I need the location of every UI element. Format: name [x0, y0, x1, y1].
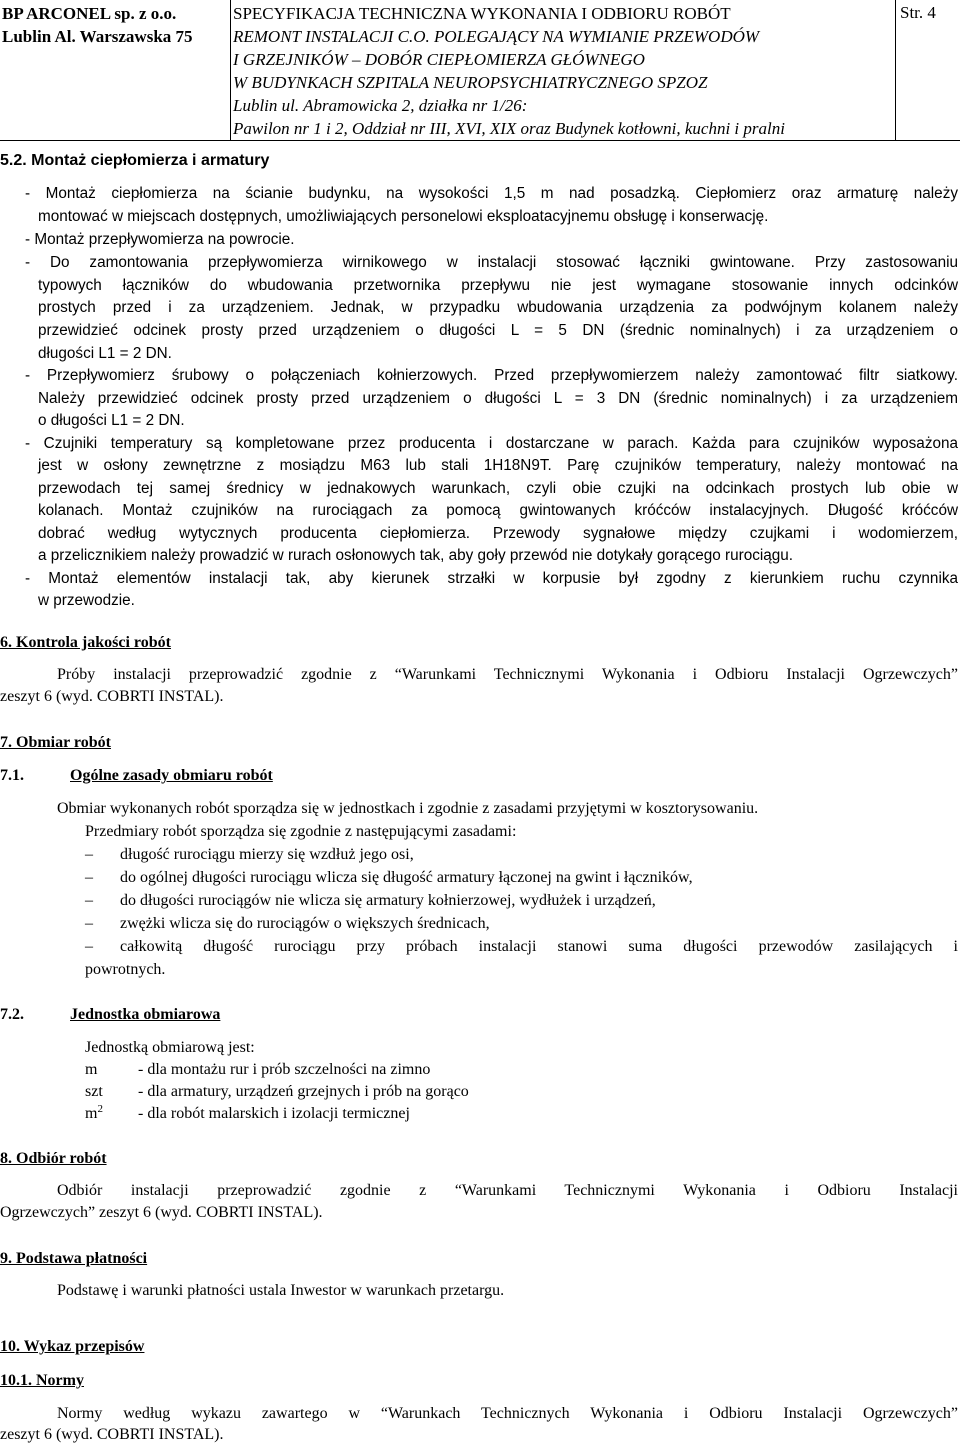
paragraph-line: Podstawę i warunki płatności ustala Inwestor w warunkach przetargu. — [57, 1282, 505, 1299]
paragraph-line: dobrać według wytycznych producenta ciepłomierza. Przewody sygnałowe między czujkami i wodomierzem, — [38, 525, 958, 542]
section-heading: 5.2. Montaż ciepłomierza i armatury — [0, 152, 270, 169]
paragraph-line: montować w miejscach dostępnych, umożliwiających personelowi eksploatacyjnemu obsługę i konserwację. — [38, 208, 769, 225]
dash-bullet-icon: – — [85, 938, 93, 955]
unit-row — [85, 1081, 685, 1103]
unit-description: - dla montażu rur i prób szczelności na zimno — [138, 1061, 431, 1078]
section-heading: 10. Wykaz przepisów — [0, 1338, 145, 1355]
subsection-title: Ogólne zasady obmiaru robót — [70, 767, 273, 784]
subsection-number: 7.2. — [0, 1006, 24, 1023]
document-header — [0, 0, 960, 141]
list-item — [85, 844, 958, 867]
company-address: Lublin Al. Warszawska 75 — [2, 27, 193, 46]
paragraph-line: - Czujniki temperatury są kompletowane przez producenta i dostarczane w parach. Każda para czujników wyposażona — [25, 435, 958, 452]
paragraph-line: Jednostką obmiarową jest: — [85, 1039, 255, 1056]
section-heading: 7. Obmiar robót — [0, 734, 111, 751]
paragraph-line: Próby instalacji przeprowadzić zgodnie z “Warunkami Technicznymi Wykonania i Odbioru Instalacji Ogrzewczych” — [57, 666, 958, 683]
spec-line: Lublin ul. Abramowicka 2, działka nr 1/26: — [233, 96, 528, 115]
unit-symbol: m — [85, 1061, 98, 1078]
dash-bullet-icon: – — [85, 869, 93, 886]
list-item-text: do ogólnej długości rurociągu wlicza się długość armatury łączonej na gwint i łączników, — [120, 869, 693, 886]
paragraph-line: prostych przed i za urządzeniem. Jednak, w przypadku wbudowania urządzenia za podwójnym kolanem należy — [38, 299, 958, 316]
spec-block — [233, 2, 893, 143]
header-bottom-rule — [0, 140, 960, 141]
paragraph-line: przewidzieć odcinek prosty przed urządzeniem o długości L = 5 DN (średnic nominalnych) i za urządzeniem o — [38, 322, 958, 339]
paragraph-line: Odbiór instalacji przeprowadzić zgodnie z “Warunkami Technicznymi Wykonania i Odbioru Instalacji — [57, 1182, 958, 1199]
unit-superscript: 2 — [97, 1103, 103, 1115]
subsection-title: Jednostka obmiarowa — [70, 1006, 221, 1023]
list-item-continuation: powrotnych. — [85, 961, 166, 978]
paragraph-line: - Do zamontowania przepływomierza wirnikowego w instalacji stosować łączniki gwintowane. Przy zastosowaniu — [25, 254, 958, 271]
section-heading: 6. Kontrola jakości robót — [0, 634, 171, 651]
dash-bullet-icon: – — [85, 846, 93, 863]
unit-row — [85, 1103, 685, 1125]
spec-title: SPECYFIKACJA TECHNICZNA WYKONANIA I ODBIORU ROBÓT — [233, 4, 731, 23]
paragraph-line: - Montaż elementów instalacji tak, aby kierunek strzałki w korpusie był zgodny z kierunkiem ruchu czynnika — [25, 570, 958, 587]
unit-symbol: szt — [85, 1083, 103, 1100]
paragraph-line: jest w osłony zewnętrzne z mosiądzu M63 lub stali 1H18N9T. Parę czujników temperatury, należy montować na — [38, 457, 958, 474]
list-item — [85, 890, 958, 913]
header-divider — [895, 0, 896, 141]
paragraph-line: Należy przewidzieć odcinek prosty przed urządzeniem o długości L = 3 DN (średnic nominalnych) i za urządzeniem — [38, 390, 958, 407]
paragraph-line: w przewodzie. — [38, 592, 135, 609]
company-name: BP ARCONEL sp. z o.o. — [2, 4, 177, 23]
list-item-text: zwężki wlicza się do rurociągów o większych średnicach, — [120, 915, 490, 932]
paragraph-line: typowych łączników do wbudowania przetwornika przepływu nie jest wymagane stosowanie innych odcinków — [38, 277, 958, 294]
paragraph-line: zeszyt 6 (wyd. COBRTI INSTAL). — [0, 688, 224, 705]
paragraph-line: a przelicznikiem należy prowadzić w rurach osłonowych tak, aby goły przewód nie dotykały gorącego rurociągu. — [38, 547, 794, 564]
spec-line: I GRZEJNIKÓW – DOBÓR CIEPŁOMIERZA GŁÓWNEGO — [233, 50, 645, 69]
list-item-text: całkowitą długość rurociągu przy próbach instalacji stanowi suma długości przewodów zasilających i — [120, 938, 958, 955]
list-item-text: do długości rurociągów nie wlicza się armatury kołnierzowej, wydłużek i urządzeń, — [120, 892, 656, 909]
header-divider — [230, 0, 231, 141]
unit-row — [85, 1059, 685, 1081]
paragraph-line: - Montaż ciepłomierza na ścianie budynku, na wysokości 1,5 m nad posadzką. Ciepłomierz oraz armaturę należy — [25, 185, 958, 202]
unit-description: - dla robót malarskich i izolacji termicznej — [138, 1105, 410, 1122]
list-item — [85, 867, 958, 890]
paragraph-line: kolanach. Montaż czujników na rurociągach za pomocą gwintowanych króćców instalacyjnych. Długość króćców — [38, 502, 958, 519]
spec-line: REMONT INSTALACJI C.O. POLEGAJĄCY NA WYMIANIE PRZEWODÓW — [233, 27, 760, 46]
list-item — [85, 936, 958, 959]
page-number: Str. 4 — [900, 3, 936, 22]
paragraph-line: Przedmiary robót sporządza się zgodnie z następującymi zasadami: — [85, 823, 517, 840]
list-item — [85, 913, 958, 936]
paragraph-line: - Przepływomierz śrubowy o połączeniach kołnierzowych. Przed przepływomierzem należy zamontować filtr siatkowy. — [25, 367, 958, 384]
list-item-text: długość rurociągu mierzy się wzdłuż jego osi, — [120, 846, 414, 863]
paragraph-line: zeszyt 6 (wyd. COBRTI INSTAL). — [0, 1426, 224, 1443]
subsection-title: 10.1. Normy — [0, 1372, 84, 1389]
spec-line: Pawilon nr 1 i 2, Oddział nr III, XVI, XIX oraz Budynek kotłowni, kuchni i pralni — [233, 119, 785, 138]
paragraph-line: Ogrzewczych” zeszyt 6 (wyd. COBRTI INSTAL). — [0, 1204, 323, 1221]
unit-description: - dla armatury, urządzeń grzejnych i prób na gorąco — [138, 1083, 469, 1100]
subsection-number: 7.1. — [0, 767, 24, 784]
paragraph-line: - Montaż przepływomierza na powrocie. — [25, 231, 295, 248]
section-heading: 8. Odbiór robót — [0, 1150, 107, 1167]
spec-line: W BUDYNKACH SZPITALA NEUROPSYCHIATRYCZNEGO SPZOZ — [233, 73, 708, 92]
dash-bullet-icon: – — [85, 915, 93, 932]
paragraph-line: Normy według wykazu zawartego w “Warunkach Technicznych Wykonania i Odbioru Instalacji Ogrzewczych” — [57, 1405, 958, 1422]
section-heading: 9. Podstawa płatności — [0, 1250, 148, 1267]
unit-list — [85, 1059, 685, 1125]
rule-list — [85, 844, 958, 959]
dash-bullet-icon: – — [85, 892, 93, 909]
unit-symbol: $m^2$ — [85, 1103, 103, 1122]
paragraph-line: długości L1 = 2 DN. — [38, 345, 172, 362]
paragraph-line: Obmiar wykonanych robót sporządza się w jednostkach i zgodnie z zasadami przyjętymi w kosztorysowaniu. — [57, 800, 759, 817]
paragraph-line: przewodach tej samej średnicy w jednakowych warunkach, czyli obie czujki na odcinkach prostych lub obie w — [38, 480, 958, 497]
paragraph-line: o długości L1 = 2 DN. — [38, 412, 185, 429]
company-info — [2, 2, 230, 143]
